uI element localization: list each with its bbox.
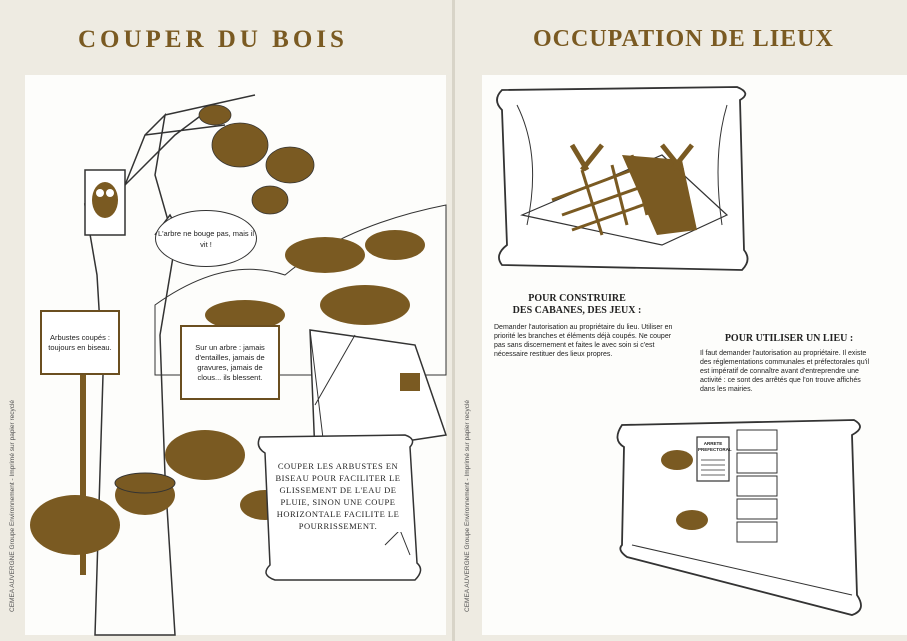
right-content-sheet — [482, 75, 907, 635]
scroll-advice: COUPER LES ARBUSTES EN BISEAU POUR FACILITER LE GLISSEMENT DE L'EAU DE PLUIE, SINON UNE COUPE HORIZONTALE FACILITE LE POURRISSEMENT. — [273, 460, 403, 532]
sign-tree-rules: Sur un arbre : jamais d'entailles, jamais de gravures, jamais de clous... ils blessent. — [180, 325, 280, 400]
section1-heading-line2: DES CABANES, DES JEUX : — [512, 305, 642, 316]
section2-heading: POUR UTILISER UN LIEU : — [724, 333, 854, 344]
right-page — [455, 0, 907, 641]
right-page-title: OCCUPATION DE LIEUX — [533, 26, 834, 52]
left-page — [0, 0, 452, 641]
section1-heading-line1: POUR CONSTRUIRE — [528, 293, 626, 304]
left-side-credit: CEMEA AUVERGNE Groupe Environnement - Imprimé sur papier recyclé — [9, 399, 16, 612]
left-page-title: COUPER DU BOIS — [78, 26, 348, 53]
speech-bubble: L'arbre ne bouge pas, mais il vit ! — [155, 210, 257, 267]
notice-label: ARRETE PREFECTORAL — [698, 441, 732, 452]
left-illustration-sheet — [25, 75, 446, 635]
section1-body: Demander l'autorisation au propriétaire du lieu. Utiliser en priorité les branches et éléments déjà coupés. Ne couper pas sans discernement et faites le avec soin si c'est nécessaire restituer des lieux propres. — [494, 324, 673, 358]
sign-arbustes: Arbustes coupés : toujours en biseau. — [40, 310, 120, 375]
right-side-credit: CEMEA AUVERGNE Groupe Environnement - Imprimé sur papier recyclé — [464, 399, 471, 612]
scroll-frame — [25, 75, 446, 635]
notice-illustration — [482, 75, 907, 635]
section2-body: Il faut demander l'autorisation au propriétaire. Il existe des réglementations communales et préfectorales qu'il est impératif de connaître avant d'entreprendre une activité : ce sont des arrêtés que l'on trouve affichés dans les mairies. — [700, 350, 870, 393]
